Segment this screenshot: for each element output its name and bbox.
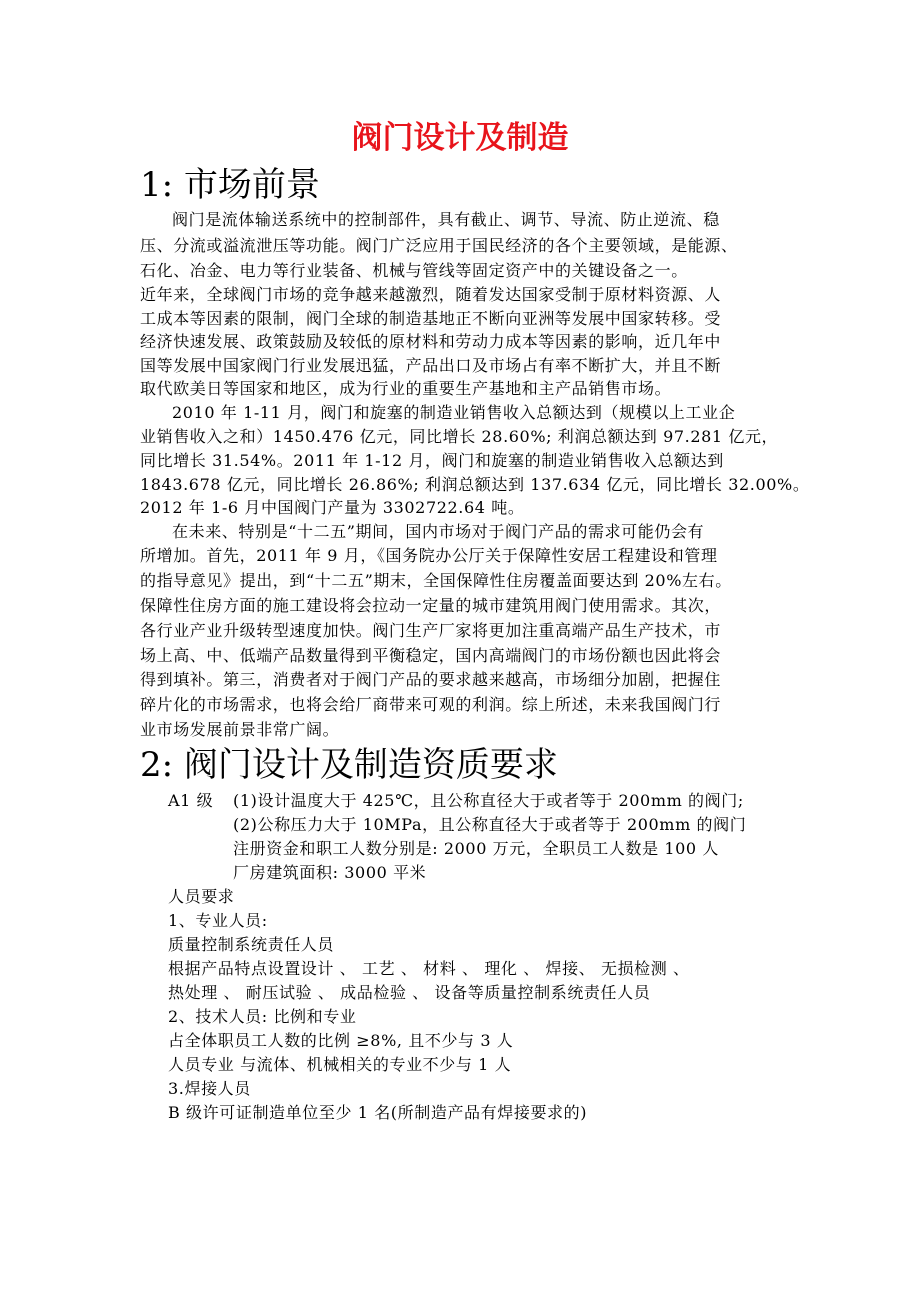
- personnel-line: B 级许可证制造单位至少 1 名(所制造产品有焊接要求的): [168, 1103, 588, 1122]
- personnel-line: 人员要求: [168, 887, 235, 906]
- paragraph-line: 石化、冶金、电力等行业装备、机械与管线等固定资产中的关键设备之一。: [140, 261, 688, 280]
- requirement-line: (2)公称压力大于 10MPa，且公称直径大于或者等于 200mm 的阀门: [233, 815, 747, 834]
- requirement-line: 注册资金和职工人数分别是: 2000 万元，全职员工人数是 100 人: [233, 839, 719, 858]
- paragraph-line: 取代欧美日等国家和地区，成为行业的重要生产基地和主产品销售市场。: [140, 379, 672, 398]
- section-2-heading: 2: 阀门设计及制造资质要求: [140, 745, 558, 785]
- paragraph-line: 阀门是流体输送系统中的控制部件，具有截止、调节、导流、防止逆流、稳: [172, 210, 720, 229]
- page-title: 阀门设计及制造: [351, 120, 569, 156]
- paragraph-line: 2010 年 1-11 月，阀门和旋塞的制造业销售收入总额达到（规模以上工业企: [172, 403, 736, 422]
- paragraph-line: 在未来、特别是“十二五”期间，国内市场对于阀门产品的需求可能仍会有: [172, 522, 705, 541]
- section-1-heading: 1: 市场前景: [140, 165, 320, 205]
- paragraph-line: 国等发展中国家阀门行业发展迅猛，产品出口及市场占有率不断扩大，并且不断: [140, 356, 722, 375]
- personnel-line: 1、专业人员:: [168, 911, 268, 930]
- paragraph-line: 压、分流或溢流泄压等功能。阀门广泛应用于国民经济的各个主要领域，是能源、: [140, 236, 738, 255]
- paragraph-line: 各行业产业升级转型速度加快。阀门生产厂家将更加注重高端产品生产技术，市: [140, 621, 722, 640]
- paragraph-line: 场上高、中、低端产品数量得到平衡稳定，国内高端阀门的市场份额也因此将会: [140, 646, 722, 665]
- paragraph-line: 业销售收入之和）1450.476 亿元，同比增长 28.60%; 利润总额达到 97.281 亿元，: [140, 427, 779, 446]
- grade-a1-label: A1 级: [168, 791, 214, 810]
- requirement-line: (1)设计温度大于 425℃，且公称直径大于或者等于 200mm 的阀门;: [233, 791, 744, 810]
- personnel-line: 人员专业 与流体、机械相关的专业不少与 1 人: [168, 1055, 512, 1074]
- paragraph-line: 经济快速发展、政策鼓励及较低的原材料和劳动力成本等因素的影响，近几年中: [140, 332, 722, 351]
- paragraph-line: 2012 年 1-6 月中国阀门产量为 3302722.64 吨。: [140, 498, 525, 517]
- paragraph-line: 业市场发展前景非常广阔。: [140, 720, 340, 739]
- requirement-line: 厂房建筑面积: 3000 平米: [233, 863, 427, 882]
- personnel-line: 热处理 、 耐压试验 、 成品检验 、 设备等质量控制系统责任人员: [168, 983, 651, 1002]
- personnel-line: 占全体职员工人数的比例 ≥8%, 且不少与 3 人: [168, 1031, 514, 1050]
- paragraph-line: 1843.678 亿元，同比增长 26.86%; 利润总额达到 137.634 亿元，同比增长 32.00%。: [140, 475, 810, 494]
- personnel-line: 质量控制系统责任人员: [168, 935, 335, 954]
- paragraph-line: 碎片化的市场需求，也将会给厂商带来可观的利润。综上所述，未来我国阀门行: [140, 695, 722, 714]
- paragraph-line: 所增加。首先，2011 年 9 月，《国务院办公厅关于保障性安居工程建设和管理: [140, 546, 718, 565]
- personnel-line: 2、技术人员: 比例和专业: [168, 1007, 357, 1026]
- paragraph-line: 同比增长 31.54%。2011 年 1-12 月，阀门和旋塞的制造业销售收入总额达到: [140, 451, 724, 470]
- personnel-line: 3.焊接人员: [168, 1079, 251, 1098]
- paragraph-line: 保障性住房方面的施工建设将会拉动一定量的城市建筑用阀门使用需求。其次，: [140, 596, 722, 615]
- paragraph-line: 得到填补。第三，消费者对于阀门产品的要求越来越高，市场细分加剧，把握住: [140, 670, 722, 689]
- personnel-line: 根据产品特点设置设计 、 工艺 、 材料 、 理化 、 焊接、 无损检测 、: [168, 959, 690, 978]
- paragraph-line: 近年来，全球阀门市场的竞争越来越激烈，随着发达国家受制于原材料资源、人: [140, 285, 722, 304]
- paragraph-line: 工成本等因素的限制，阀门全球的制造基地正不断向亚洲等发展中国家转移。受: [140, 309, 722, 328]
- paragraph-line: 的指导意见》提出，到“十二五”期末，全国保障性住房覆盖面要达到 20%左右。: [140, 571, 732, 590]
